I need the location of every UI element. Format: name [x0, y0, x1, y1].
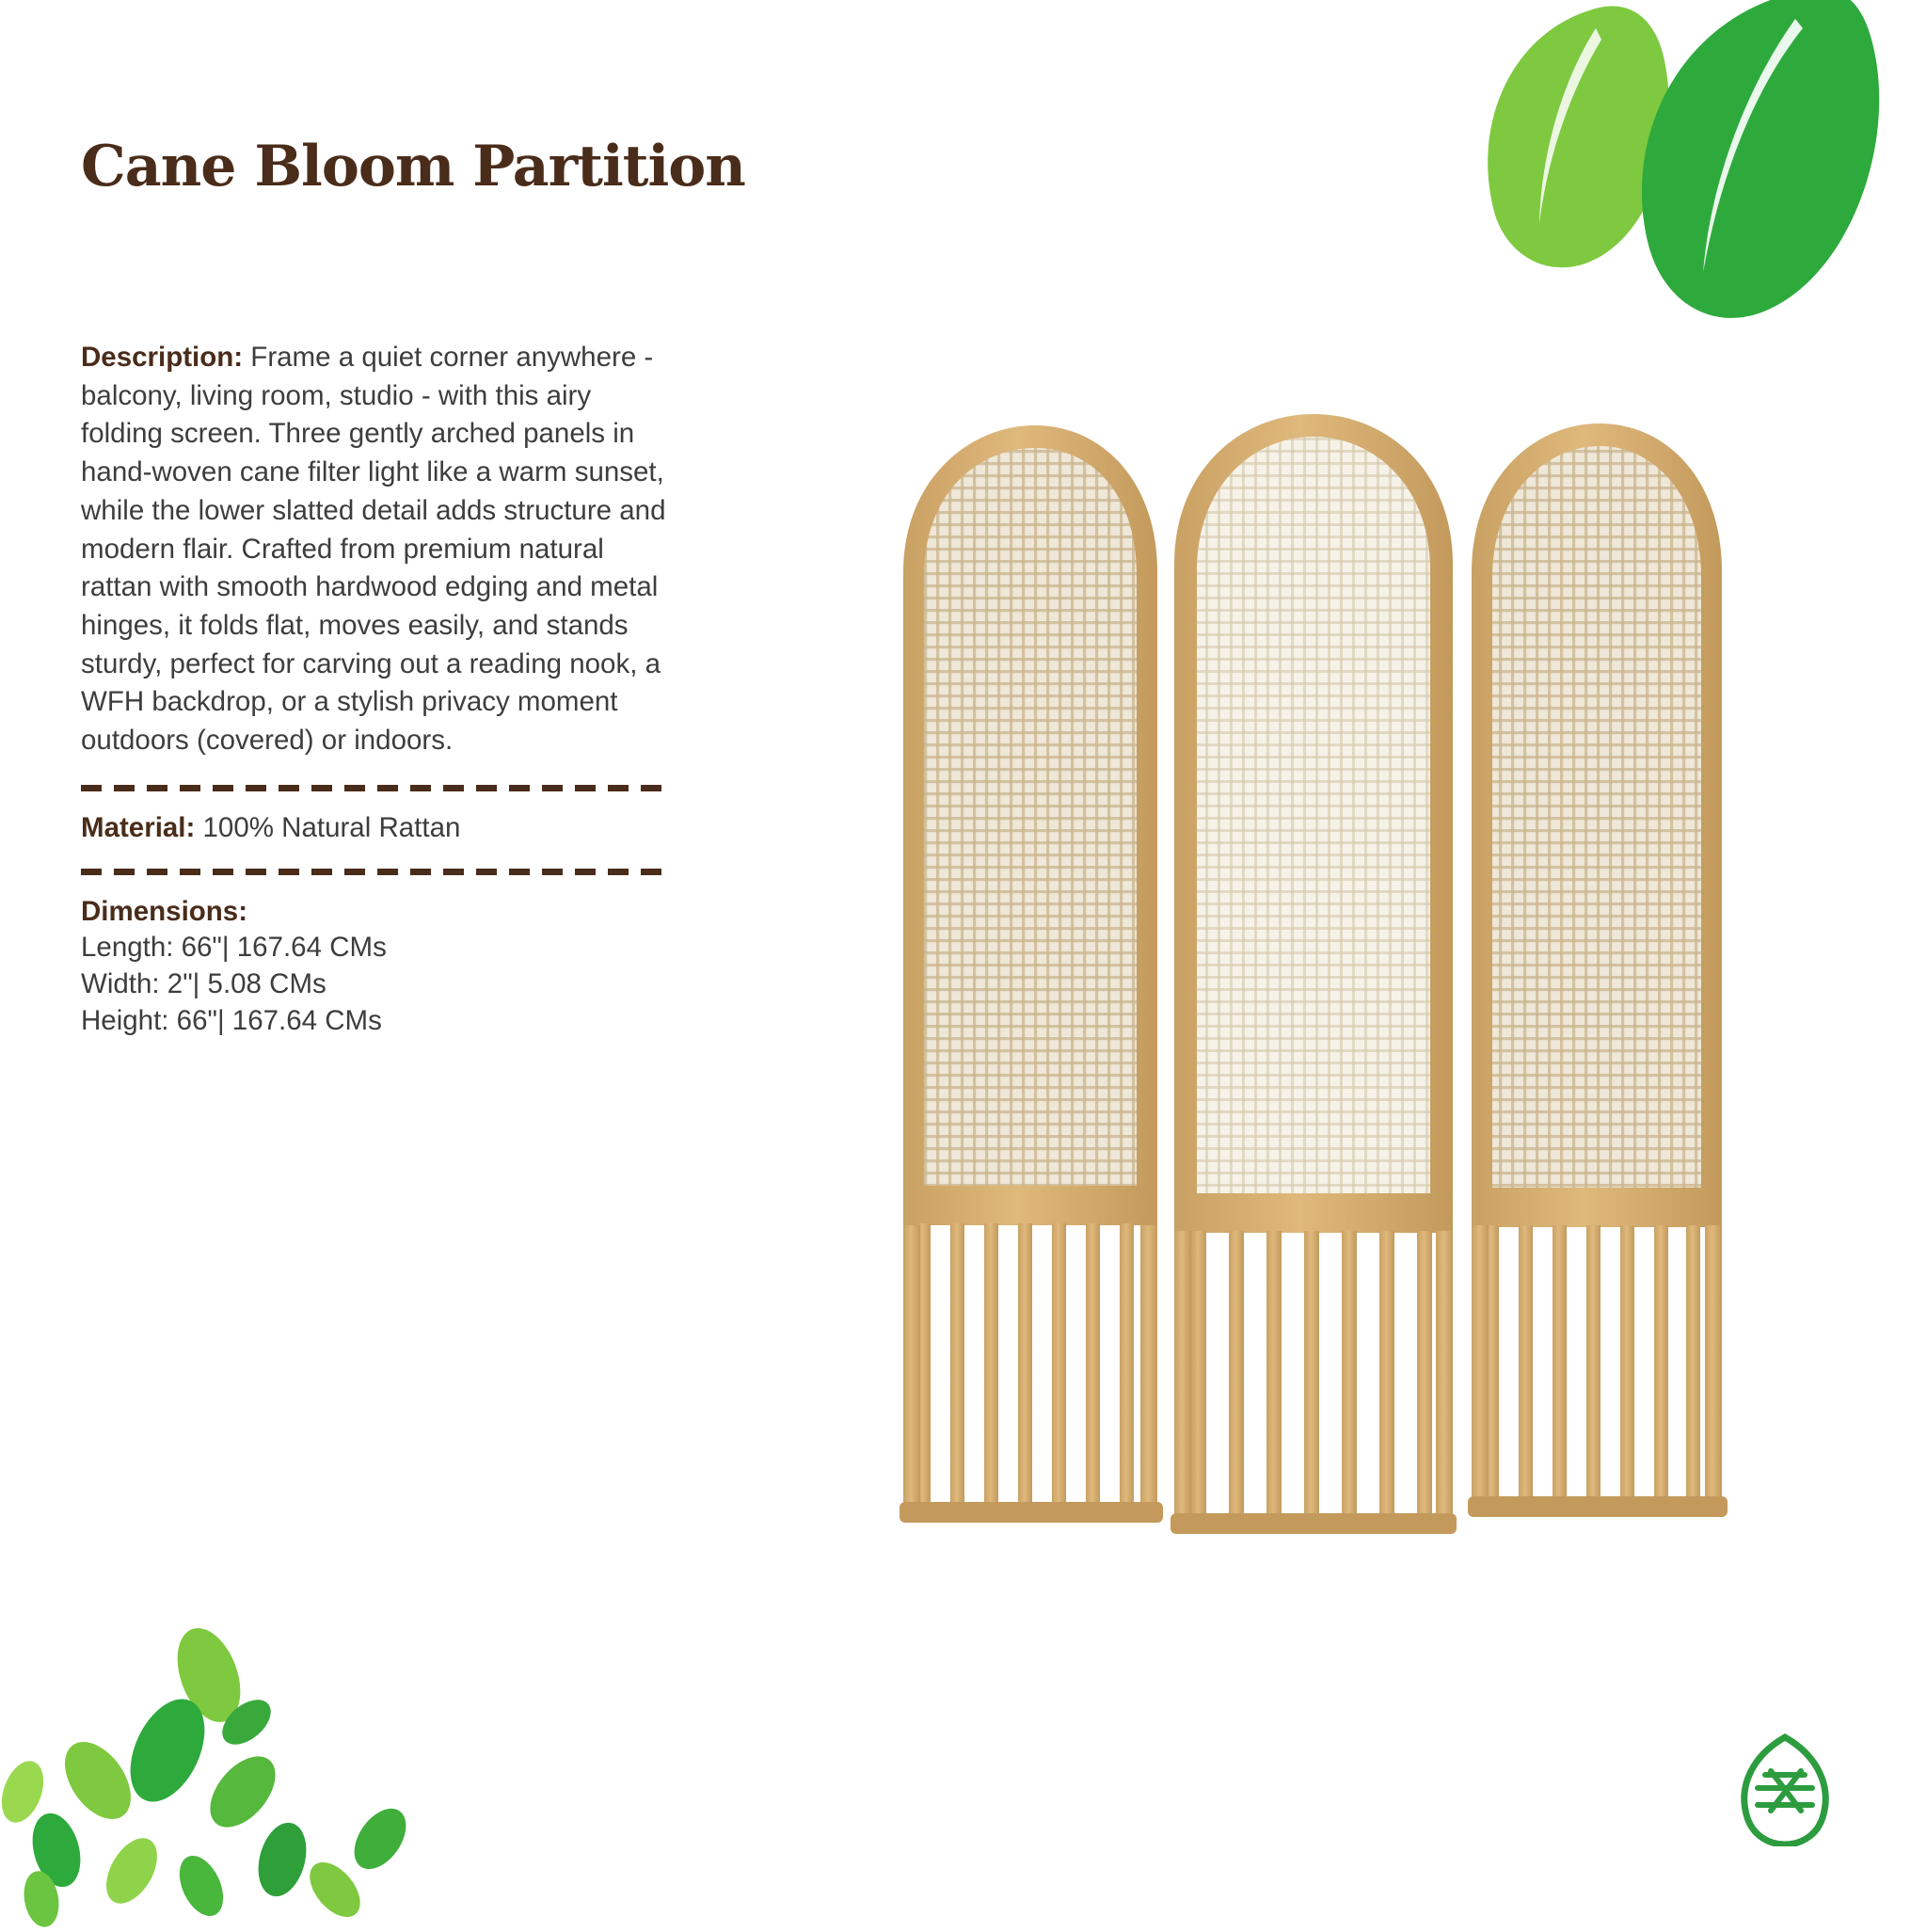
description-label: Description: [81, 342, 244, 373]
panel-left [900, 425, 1163, 1523]
dimension-height: Height: 66"| 167.64 CMs [81, 1004, 382, 1036]
material-value: 100% Natural Rattan [195, 811, 461, 843]
page-title: Cane Bloom Partition [81, 134, 745, 200]
slats-left [916, 1223, 1134, 1506]
slats-center [1191, 1231, 1432, 1525]
material-label: Material: [81, 811, 196, 843]
leaf-dark-icon [1642, 0, 1879, 318]
brand-logo-icon [1733, 1733, 1837, 1846]
material-block [81, 812, 674, 844]
description-text: Frame a quiet corner anywhere - balcony, living room, studio - with this airy folding screen. Three gently arched panels in hand-woven cane filter light like a warm sunset, while the lower slatted detail adds structure and modern flair. Crafted from premium natural rattan with smooth hardwood edging and metal hinges, it folds flat, moves easily, and stands sturdy, perfect for carving out a reading nook, a WFH backdrop, or a stylish privacy moment outdoors (covered) or indoors. [81, 342, 666, 757]
slats-right [1485, 1225, 1700, 1508]
divider-top [81, 785, 674, 791]
panel-right [1468, 423, 1728, 1517]
product-info-column [81, 339, 674, 1040]
panel-center [1171, 414, 1457, 1534]
dimension-length: Length: 66"| 167.64 CMs [81, 931, 387, 963]
divider-bottom [81, 869, 674, 875]
decorative-leaves-top-right [1353, 0, 1927, 386]
dimensions-title: Dimensions: [81, 895, 248, 927]
dimension-width: Width: 2"| 5.08 CMs [81, 967, 326, 999]
description-block [81, 339, 674, 760]
decorative-leaves-bottom-left [0, 1607, 602, 1927]
product-image [875, 376, 1816, 1553]
leaf-light-icon [1488, 7, 1669, 268]
